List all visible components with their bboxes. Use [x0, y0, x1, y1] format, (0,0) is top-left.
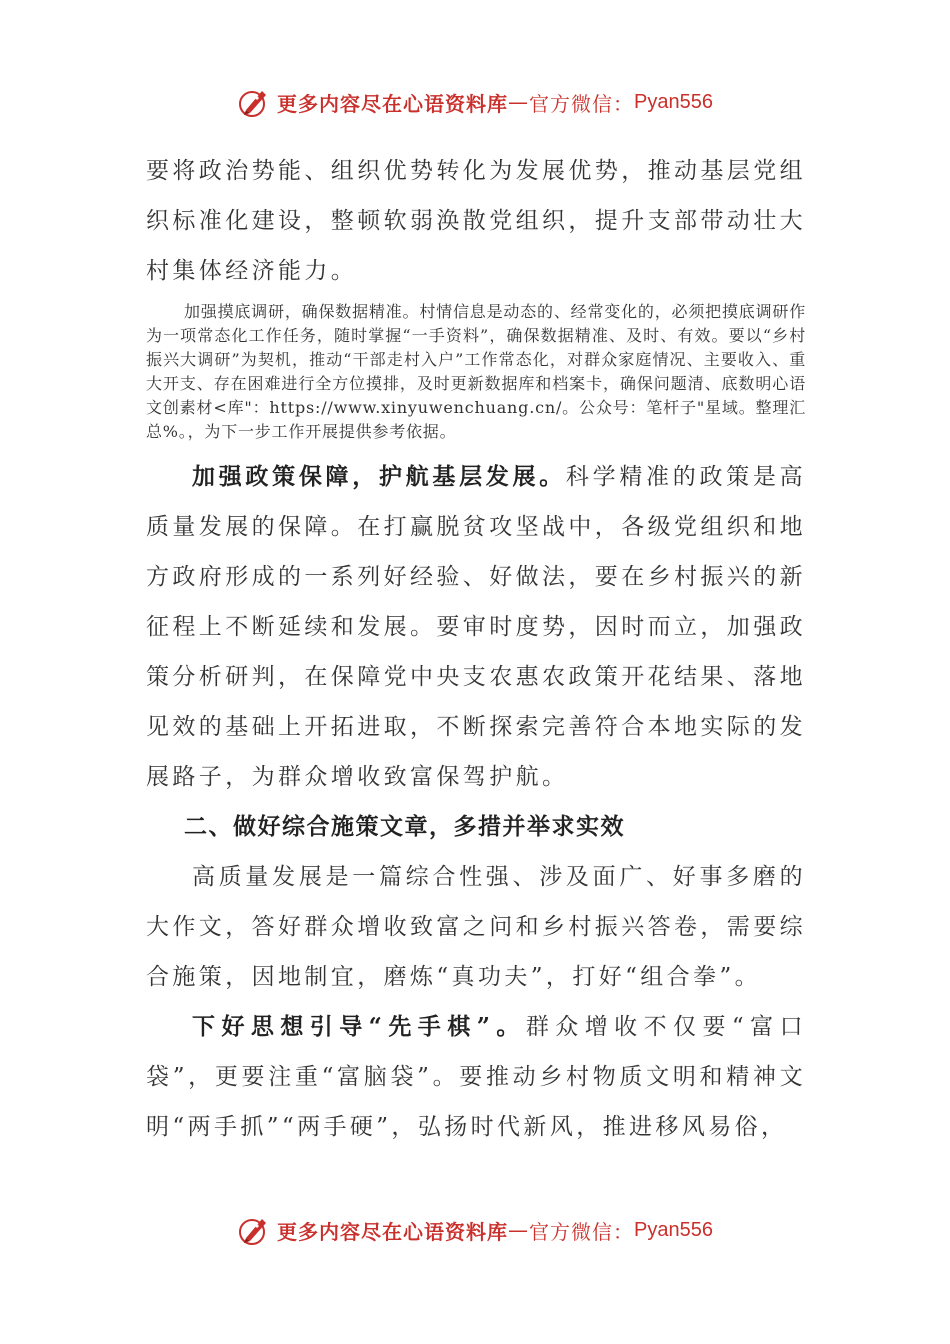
banner-dash: — — [508, 1218, 530, 1242]
banner-title: 更多内容尽在心语资料库 — [277, 1219, 509, 1244]
header-watermark-banner — [0, 82, 950, 122]
paragraph-1: 要将政治势能、组织优势转化为发展优势，推动基层党组织标准化建设，整顿软弱涣散党组织，提升支部带动壮大村集体经济能力。 — [146, 158, 806, 284]
paragraph-5-text: 群众增收不仅要“富口袋”，更要注重“富脑袋”。要推动乡村物质文明和精神文明“两手抓”“两手硬”，弘扬时代新风，推进移风易俗， — [146, 1014, 806, 1140]
pen-nib-logo-icon — [237, 85, 271, 119]
paragraph-3 — [146, 452, 806, 802]
paragraph-5-lead: 下好思想引导“先手棋”。 — [192, 1013, 526, 1040]
paragraph-3-lead: 加强政策保障，护航基层发展。 — [192, 463, 566, 490]
section-heading-2: 二、做好综合施策文章，多措并举求实效 — [184, 813, 625, 840]
banner-wechat-label: 官方微信： — [529, 1219, 635, 1244]
paragraph-2-small: 加强摸底调研，确保数据精准。村情信息是动态的、经常变化的，必须把摸底调研作为一项常态化工作任务，随时掌握“一手资料”，确保数据精准、及时、有效。要以“乡村振兴大调研”为契机，推动“干部走村入户”工作常态化，对群众家庭情况、主要收入、重大开支、存在困难进行全方位摸排，及时更新数据库和档案卡，确保问题清、底数明心语文创素材<库"：https://www.xinyuwenchuang.cn/。公众号：笔杆子"星域。整理汇总%。，为下一步工作开展提供参考依据。 — [146, 302, 806, 441]
paragraph-3-text: 科学精准的政策是高质量发展的保障。在打赢脱贫攻坚战中，各级党组织和地方政府形成的一系列好经验、好做法，要在乡村振兴的新征程上不断延续和发展。要审时度势，因时而立，加强政策分析研判，在保障党中央支农惠农政策开花结果、落地见效的基础上开拓进取，不断探索完善符合本地实际的发展路子，为群众增收致富保驾护航。 — [146, 464, 806, 790]
banner-wechat-label: 官方微信： — [529, 91, 635, 116]
pen-nib-logo-icon — [237, 1213, 271, 1247]
document-body — [146, 146, 806, 1152]
paragraph-4: 高质量发展是一篇综合性强、涉及面广、好事多磨的大作文，答好群众增收致富之问和乡村振兴答卷，需要综合施策，因地制宜，磨炼“真功夫”，打好“组合拳”。 — [146, 864, 806, 990]
banner-wechat-id: Pyan556 — [634, 90, 713, 113]
banner-wechat-id: Pyan556 — [634, 1218, 713, 1241]
banner-dash: — — [508, 90, 530, 114]
banner-title: 更多内容尽在心语资料库 — [277, 91, 509, 116]
paragraph-5 — [146, 1002, 806, 1152]
footer-watermark-banner — [0, 1210, 950, 1250]
